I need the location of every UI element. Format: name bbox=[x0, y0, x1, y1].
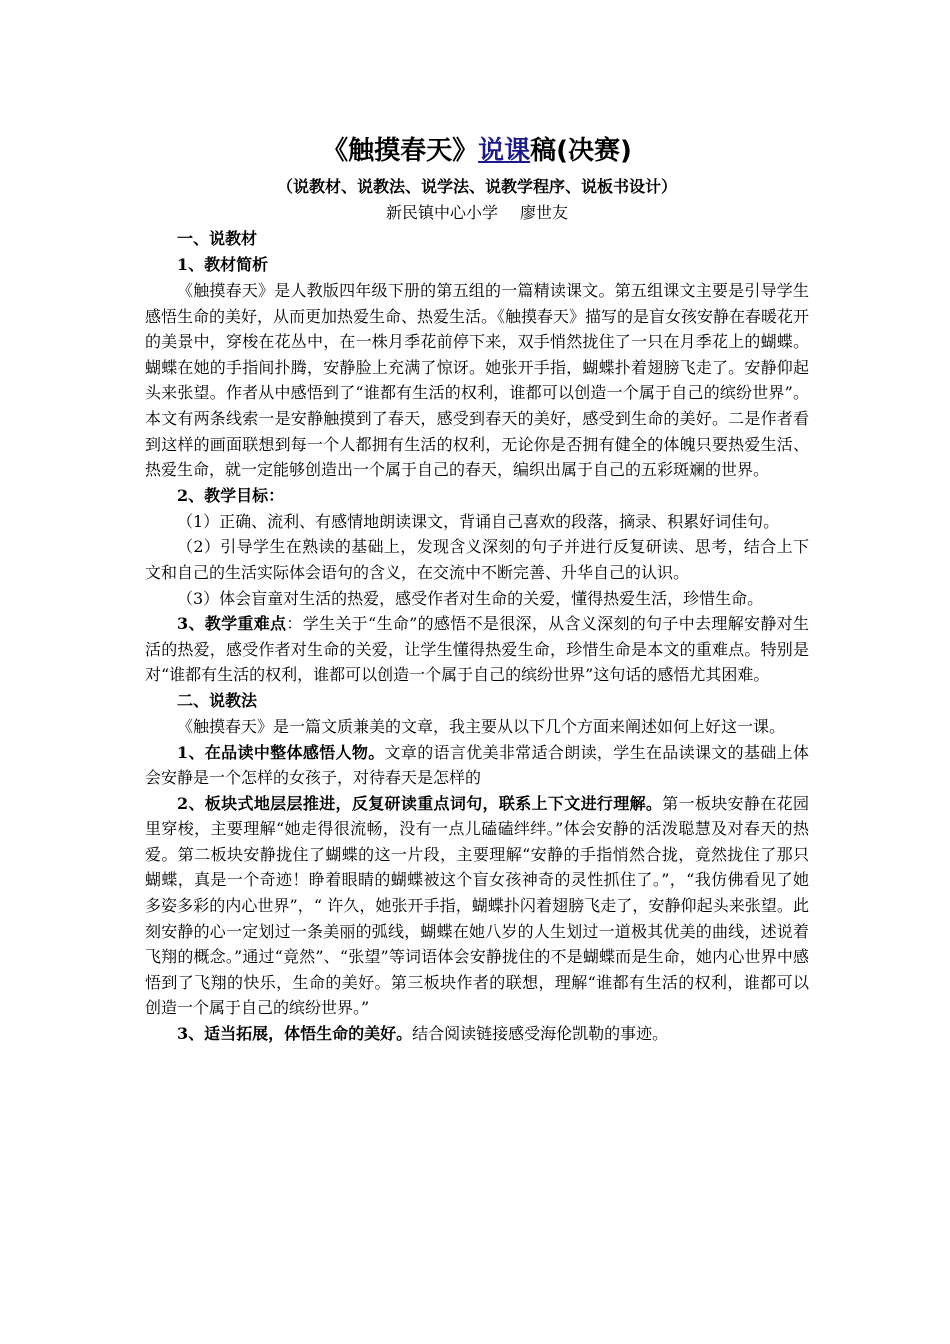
section-heading-2: 二、说教法 bbox=[177, 690, 258, 710]
goal-2: （2）引导学生在熟读的基础上，发现含义深刻的句子并进行反复研读、思考，结合上下文和自己的生活实际体会语句的含义，在交流中不断完善、升华自己的认识。 bbox=[145, 537, 809, 582]
title-suffix: 稿(决赛) bbox=[530, 136, 632, 166]
paragraph-analysis: 《触摸春天》是人教版四年级下册的第五组的一篇精读课文。第五组课文主要是引导学生感悟生命的美好，从而更加热爱生命、热爱生活。《触摸春天》描写的是盲女孩安静在春暖花开的美景中，穿梭在花丛中，在一株月季花前停下来，双手悄然拢住了一只在月季花上的蝴蝶。蝴蝶在她的手指间扑腾，安静脸上充满了惊讶。她张开手指，蝴蝶扑着翅膀飞走了。安静仰起头来张望。作者从中感悟到了“谁都有生活的权利，谁都可以创造一个属于自己的缤纷世界”。本文有两条线索一是安静触摸到了春天，感受到春天的美好，感受到生命的美好。二是作者看到这样的画面联想到每一个人都拥有生活的权利，无论你是否拥有健全的体魄只要热爱生活、热爱生命，就一定能够创造出一个属于自己的春天，编织出属于自己的五彩斑斓的世界。 bbox=[145, 281, 810, 480]
paragraph-key-points bbox=[145, 611, 809, 688]
title-link[interactable]: 说课 bbox=[478, 136, 531, 166]
document-title bbox=[145, 128, 809, 174]
key-points-text: ：学生关于“生命”的感悟不是很深，从含义深刻的句子中去理解安静对生活的热爱，感受作者对生命的关爱，让学生懂得热爱生命，珍惜生命是本文的重难点。特别是对“谁都有生活的权利，谁都可以创造一个属于自己的缤纷世界”这句话的感悟尤其困难。 bbox=[145, 614, 809, 685]
document-subtitle: （说教材、说教法、说学法、说教学程序、说板书设计） bbox=[276, 177, 677, 196]
document-body bbox=[145, 128, 809, 1047]
method-2-label: 2、板块式地层层推进，反复研读重点词句，联系上下文进行理解。 bbox=[177, 793, 663, 813]
method-3-label: 3、适当拓展，体悟生命的美好。 bbox=[177, 1024, 413, 1044]
paragraph-method-3 bbox=[145, 1021, 809, 1047]
method-1-label: 1、在品读中整体感悟人物。 bbox=[177, 742, 385, 762]
method-3-text: 结合阅读链接感受海伦凯勒的事迹。 bbox=[412, 1024, 669, 1044]
goal-3: （3）体会盲童对生活的热爱，感受作者对生命的关爱，懂得热爱生活，珍惜生命。 bbox=[177, 588, 764, 608]
method-2-text: 第一板块安静在花园里穿梭，主要理解“她走得很流畅，没有一点儿磕磕绊绊。”体会安静的活泼聪慧及对春天的热爱。第二板块安静拢住了蝴蝶的这一片段，主要理解“安静的手指悄然合拢，竟然拢住了那只蝴蝶，真是一个奇迹！睁着眼睛的蝴蝶被这个盲女孩神奇的灵性抓住了。”，“我仿佛看见了她多姿多彩的内心世界”，“ 许久，她张开手指，蝴蝶扑闪着翅膀飞走了，安静仰起头来张望。此刻安静的心一定划过一条美丽的弧线，蝴蝶在她八岁的人生划过一道极其优美的曲线，述说着飞翔的概念。”通过“竟然”、“张望”等词语体会安静拢住的不是蝴蝶而是生命，她内心世界中感悟到了飞翔的快乐，生命的美好。第三板块作者的联想，理解“谁都有生活的权利，谁都可以创造一个属于自己的缤纷世界。” bbox=[145, 793, 809, 1018]
method-1-text: 文章的语言优美非常适合朗读，学生在品读课文的基础上体会安静是一个怎样的女孩子，对待春天是怎样的 bbox=[145, 742, 809, 788]
author-line bbox=[145, 200, 809, 226]
subheading-1-1: 1、教材简析 bbox=[177, 255, 269, 274]
paragraph-method-intro: 《触摸春天》是一篇文质兼美的文章，我主要从以下几个方面来阐述如何上好这一课。 bbox=[177, 716, 786, 736]
key-points-label: 3、教学重难点 bbox=[177, 614, 287, 634]
subheading-1-2: 2、教学目标： bbox=[177, 485, 285, 505]
paragraph-method-2 bbox=[145, 791, 809, 1021]
title-prefix: 《触摸春天》 bbox=[322, 136, 479, 166]
author-name: 廖世友 bbox=[520, 203, 569, 222]
goal-1: （1）正确、流利、有感情地朗读课文，背诵自己喜欢的段落，摘录、积累好词佳句。 bbox=[177, 511, 780, 531]
paragraph-method-1 bbox=[145, 740, 809, 791]
section-heading-1: 一、说教材 bbox=[177, 229, 258, 248]
school-name: 新民镇中心小学 bbox=[385, 203, 498, 222]
